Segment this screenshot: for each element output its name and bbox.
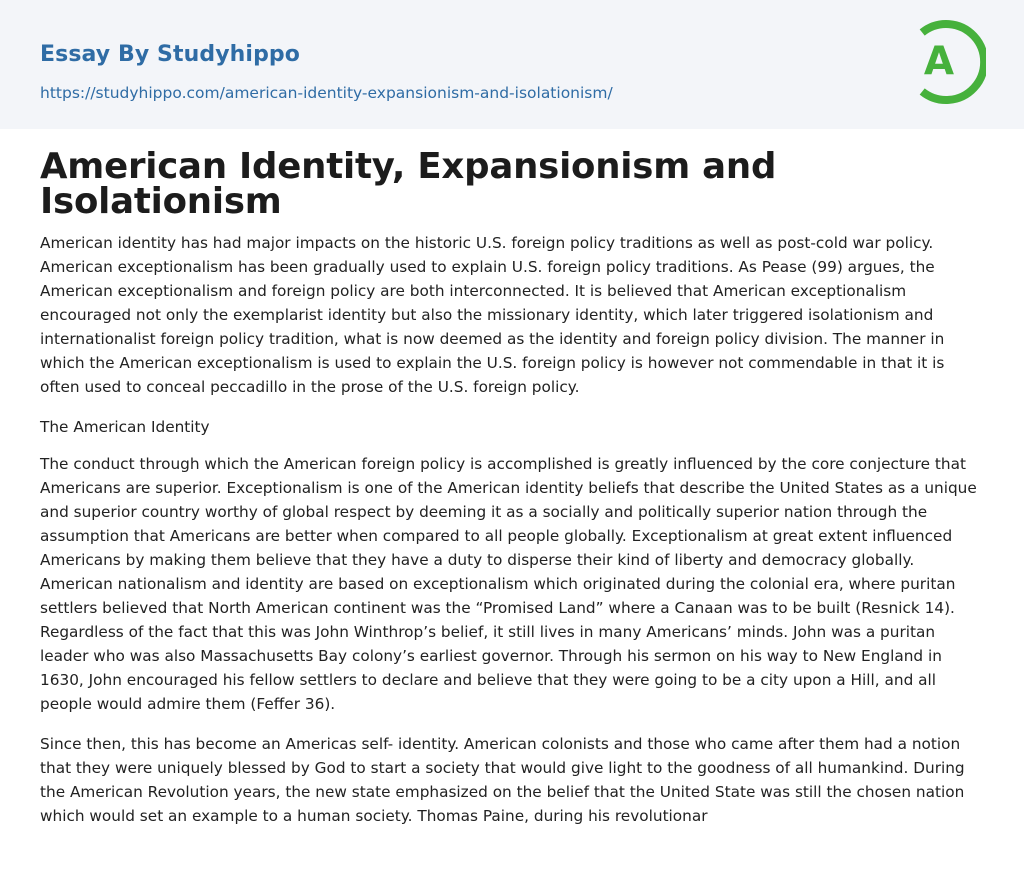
section-heading: The American Identity bbox=[40, 418, 210, 436]
site-brand[interactable]: Essay By Studyhippo bbox=[40, 42, 300, 67]
essay-url-link[interactable]: https://studyhippo.com/american-identity-expansionism-and-isolationism/ bbox=[40, 84, 613, 102]
body-paragraph-2: The conduct through which the American foreign policy is accomplished is greatly influenced by the core conjecture that Americans are superior. Exceptionalism is one of the American identity beliefs that describe the United States as a unique and superior country worthy of global respect by deeming it as a socially and politically superior nation through the assumption that Americans are better when compared to all people globally. Exceptionalism at great extent influenced Americans by making them believe that they have a duty to disperse their kind of liberty and democracy globally. American nationalism and identity are based on exceptionalism which originated during the colonial era, where puritan settlers believed that North American continent was the “Promised Land” where a Canaan was to be built (Resnick 14). Regardless of the fact that this was John Winthrop’s belief, it still lives in many Americans’ minds. John was a puritan leader who was also Massachusetts Bay colony’s earliest governor. Through his sermon on his way to New England in 1630, John encouraged his fellow settlers to declare and believe that they were going to be a city upon a Hill, and all people would admire them (Feffer 36). bbox=[40, 455, 977, 713]
logo-letter: A bbox=[923, 39, 955, 84]
studyhippo-logo-icon[interactable] bbox=[912, 19, 986, 105]
article-body bbox=[0, 146, 1024, 828]
site-header bbox=[0, 0, 1024, 129]
body-paragraph-3: Since then, this has become an Americas self- identity. American colonists and those who came after them had a notion that they were uniquely blessed by God to start a society that would give light to the goodness of all humankind. During the American Revolution years, the new state emphasized on the belief that the United State was still the chosen nation which would set an example to a human society. Thomas Paine, during his revolutionar bbox=[40, 735, 965, 825]
intro-paragraph: American identity has had major impacts on the historic U.S. foreign policy traditions as well as post-cold war policy. American exceptionalism has been gradually used to explain U.S. foreign policy traditions. As Pease (99) argues, the American exceptionalism and foreign policy are both interconnected. It is believed that American exceptionalism encouraged not only the exemplarist identity but also the missionary identity, which later triggered isolationism and internationalist foreign policy tradition, what is now deemed as the identity and foreign policy division. The manner in which the American exceptionalism is used to explain the U.S. foreign policy is however not commendable in that it is often used to conceal peccadillo in the prose of the U.S. foreign policy. bbox=[40, 234, 945, 396]
article-title: American Identity, Expansionism and Isolationism bbox=[40, 146, 777, 222]
